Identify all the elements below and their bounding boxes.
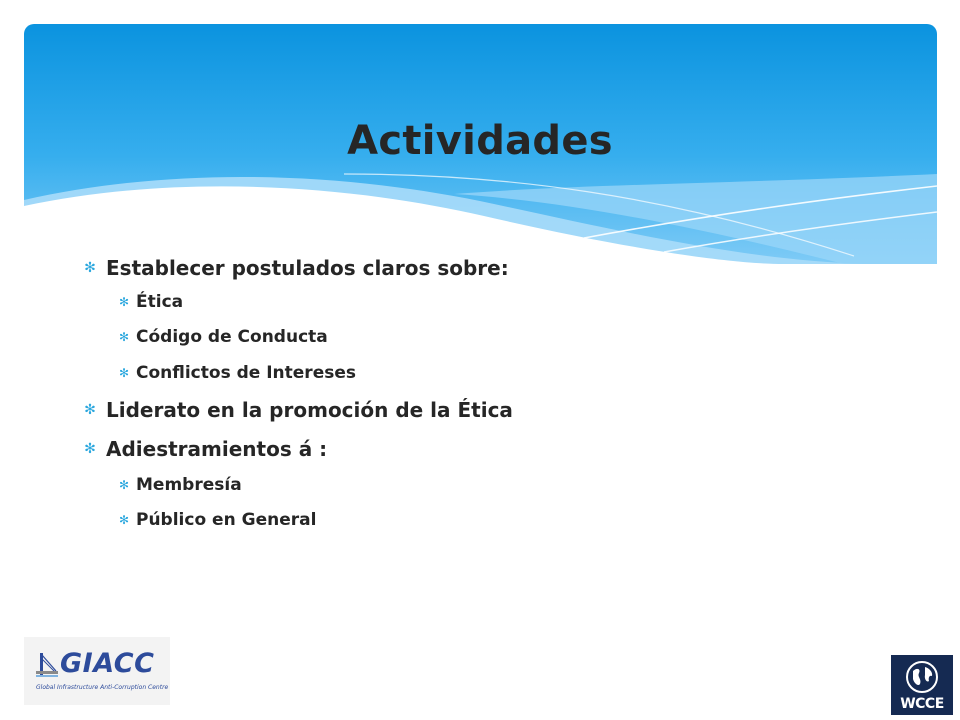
bullet-item xyxy=(78,437,327,461)
giacc-logo-text: GIACC xyxy=(60,648,155,679)
bullet-asterisk-icon: ✻ xyxy=(118,366,130,380)
globe-icon xyxy=(904,659,940,695)
slide-title: Actividades xyxy=(347,118,613,164)
bullet-text: Adiestramientos á : xyxy=(106,437,328,461)
sub-bullet-item xyxy=(114,327,328,347)
wcce-logo-text: WCCE xyxy=(900,696,944,712)
bullet-asterisk-icon: ✻ xyxy=(84,260,96,276)
bridge-icon xyxy=(36,651,58,679)
bullet-asterisk-icon: ✻ xyxy=(118,330,130,344)
bullet-text: Público en General xyxy=(136,510,317,530)
bullet-asterisk-icon: ✻ xyxy=(84,402,96,418)
bullet-text: Ética xyxy=(136,292,184,312)
bullet-text: Conflictos de Intereses xyxy=(136,363,356,383)
sub-bullet-item xyxy=(114,510,316,530)
bullet-text: Código de Conducta xyxy=(136,327,328,347)
bullet-text: Membresía xyxy=(136,475,242,495)
bullet-text: Liderato en la promoción de la Ética xyxy=(106,398,513,422)
sub-bullet-item xyxy=(114,475,242,495)
wcce-logo xyxy=(891,655,953,715)
sub-bullet-item xyxy=(114,363,356,383)
giacc-logo-subtitle: Global Infrastructure Anti-Corruption Centre xyxy=(36,684,169,691)
giacc-logo xyxy=(24,637,170,705)
bullet-item xyxy=(78,398,513,422)
bullet-asterisk-icon: ✻ xyxy=(84,441,96,457)
bullet-text: Establecer postulados claros sobre: xyxy=(106,256,509,280)
bullet-asterisk-icon: ✻ xyxy=(118,478,130,492)
bullet-asterisk-icon: ✻ xyxy=(118,513,130,527)
bullet-asterisk-icon: ✻ xyxy=(118,295,130,309)
sub-bullet-item xyxy=(114,292,183,312)
bullet-item xyxy=(78,256,509,280)
